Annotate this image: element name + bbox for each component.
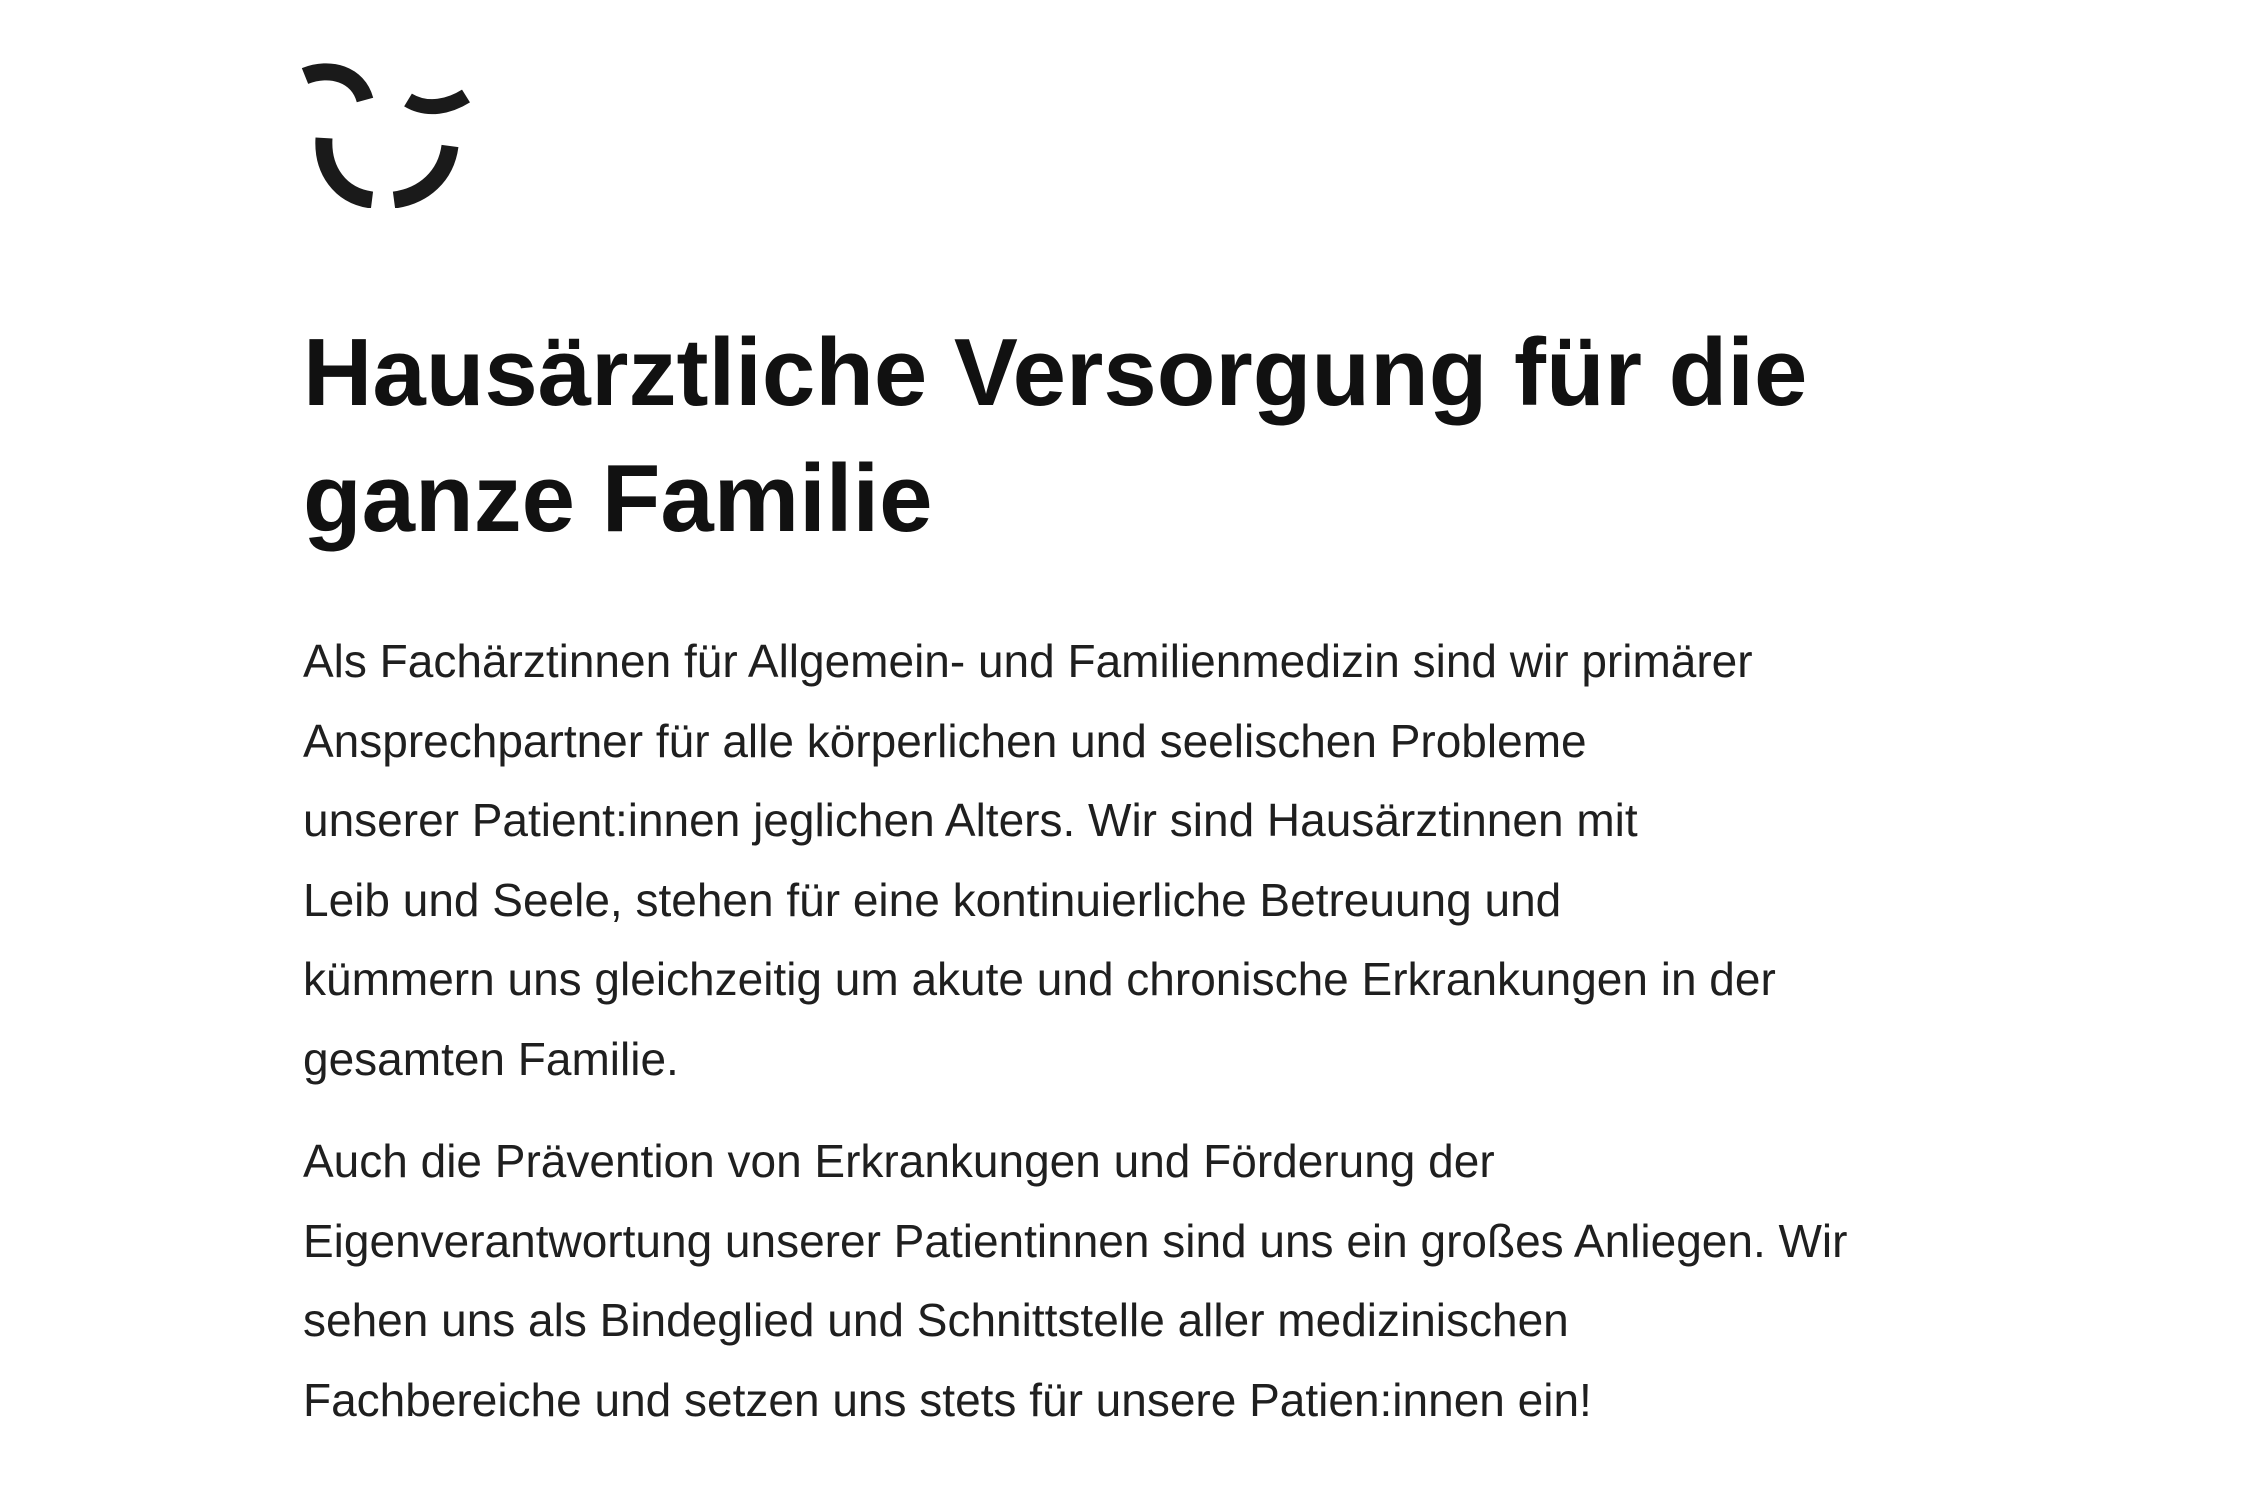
paragraph-line: Ansprechpartner für alle körperlichen und seelischen Probleme [303,714,1587,767]
paragraph-line: Auch die Prävention von Erkrankungen und Förderung der [303,1135,1495,1187]
paragraph-line: kümmern uns gleichzeitig um akute und chronische Erkrankungen in der [303,953,1776,1005]
title-line: ganze Familie [303,445,933,552]
paragraph-line: Als Fachärztinnen für Allgemein- und Familienmedizin sind wir primärer [303,635,1753,687]
paragraph-line: unserer Patient:innen jeglichen Alters. Wir sind Hausärztinnen mit [303,794,1638,846]
page-title [303,310,1983,562]
paragraph-line: Eigenverantwortung unserer Patientinnen sind uns ein großes Anliegen. Wir [303,1214,1848,1267]
intro-paragraph [303,622,2003,1099]
title-line: Hausärztliche Versorgung für die [303,319,1808,426]
paragraph-line: sehen uns als Bindeglied und Schnittstelle aller medizinischen [303,1294,1569,1346]
prevention-paragraph [303,1122,2003,1440]
paragraph-line: Fachbereiche und setzen uns stets für unsere Patien:innen ein! [303,1373,1592,1426]
paragraph-line: Leib und Seele, stehen für eine kontinuierliche Betreuung und [303,873,1562,926]
paragraph-line: gesamten Familie. [303,1032,679,1085]
smiling-face-logo-icon [300,60,470,208]
